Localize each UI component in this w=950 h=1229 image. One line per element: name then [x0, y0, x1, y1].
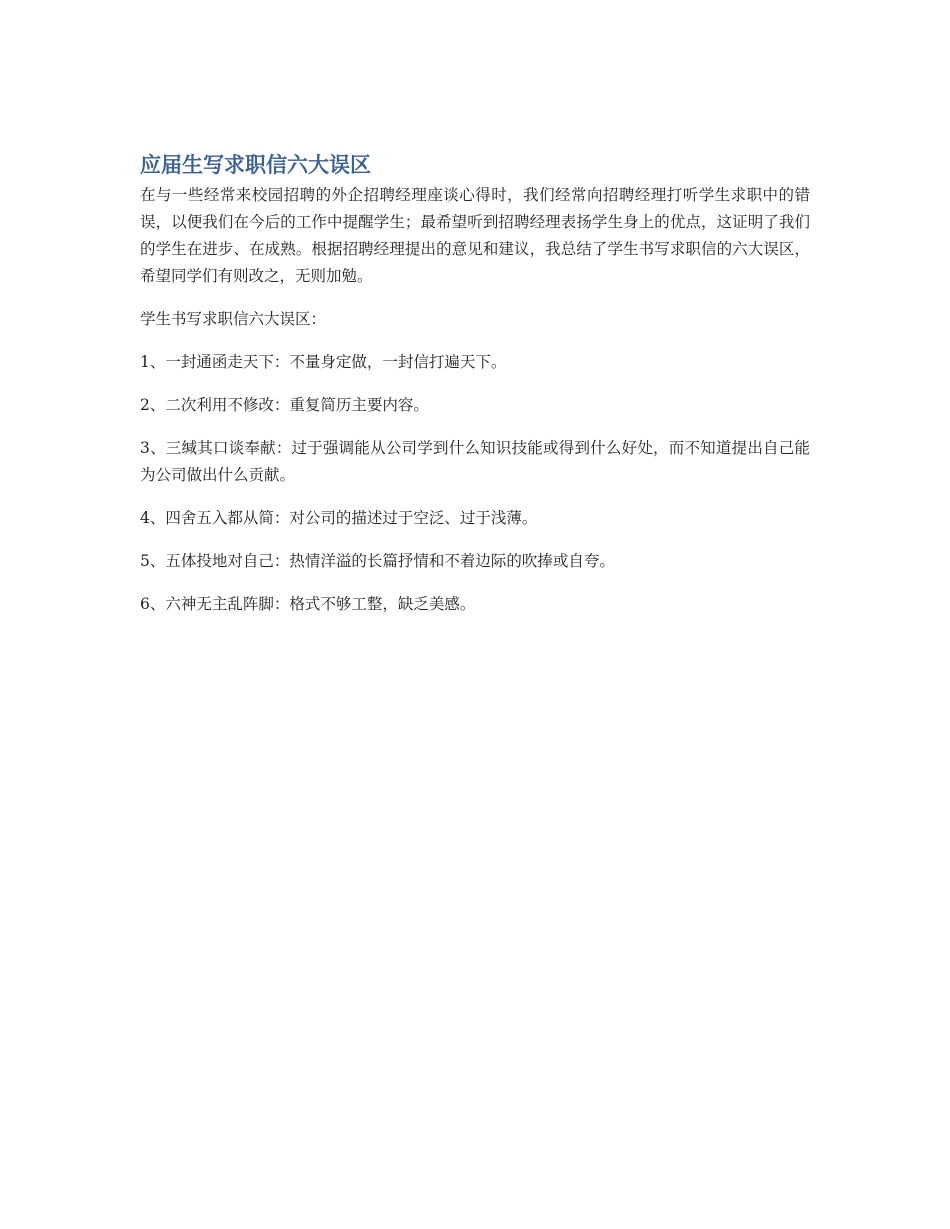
list-heading: 学生书写求职信六大误区：	[140, 310, 327, 328]
intro-paragraph: 在与一些经常来校园招聘的外企招聘经理座谈心得时，我们经常向招聘经理打听学生求职中的错误，以便我们在今后的工作中提醒学生；最希望听到招聘经理表扬学生身上的优点，这证明了我们的学生在进步、在成熟。根据招聘经理提出的意见和建议，我总结了学生书写求职信的六大误区，希望同学们有则改之，无则加勉。	[140, 186, 810, 285]
list-item-5: 5、五体投地对自己：热情洋溢的长篇抒情和不着边际的吹捧或自夸。	[140, 552, 615, 570]
list-item-2: 2、二次利用不修改：重复简历主要内容。	[140, 396, 429, 414]
list-item-3: 3、三缄其口谈奉献：过于强调能从公司学到什么知识技能或得到什么好处，而不知道提出自己能为公司做出什么贡献。	[140, 439, 810, 484]
list-item-1: 1、一封通函走天下：不量身定做，一封信打遍天下。	[140, 353, 507, 371]
document-title: 应届生写求职信六大误区	[140, 153, 371, 177]
list-item-6: 6、六神无主乱阵脚：格式不够工整，缺乏美感。	[140, 595, 476, 613]
document-page	[140, 150, 810, 634]
list-item-4: 4、四舍五入都从简：对公司的描述过于空泛、过于浅薄。	[140, 509, 538, 527]
